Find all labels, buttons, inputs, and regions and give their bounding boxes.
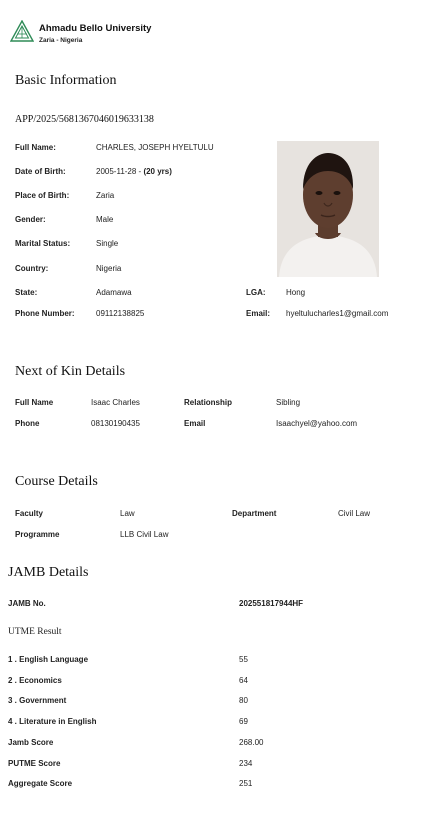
- jamb-score-label: Jamb Score: [8, 738, 54, 747]
- dob-date: 2005-11-28 -: [96, 167, 144, 176]
- kin-relationship-label: Relationship: [184, 398, 233, 407]
- kin-name-value: Isaac Charles: [91, 398, 140, 407]
- kin-relationship-value: Sibling: [276, 398, 301, 407]
- subject-label: 2 . Economics: [8, 676, 62, 685]
- kin-phone-label: Phone: [15, 419, 40, 428]
- kin-title: Next of Kin Details: [15, 364, 126, 379]
- marital-status-label: Marital Status:: [15, 239, 71, 248]
- phone-number-label: Phone Number:: [15, 309, 75, 318]
- application-number: APP/2025/5681367046019633138: [15, 114, 154, 125]
- jamb-number-value: 202551817944HF: [239, 599, 304, 608]
- kin-name-label: Full Name: [15, 398, 54, 407]
- country-label: Country:: [15, 264, 49, 273]
- faculty-value: Law: [120, 509, 135, 518]
- jamb-score-value: 268.00: [239, 738, 264, 747]
- gender-value: Male: [96, 215, 114, 224]
- subject-score: 69: [239, 717, 248, 726]
- university-logo: [10, 20, 34, 42]
- lga-value: Hong: [286, 288, 306, 297]
- subject-score: 64: [239, 676, 248, 685]
- putme-score-value: 234: [239, 759, 253, 768]
- jamb-title: JAMB Details: [8, 565, 89, 580]
- department-label: Department: [232, 509, 277, 518]
- gender-label: Gender:: [15, 215, 46, 224]
- university-location: Zaria - Nigeria: [39, 37, 83, 44]
- jamb-number-label: JAMB No.: [8, 599, 46, 608]
- programme-value: LLB Civil Law: [120, 530, 169, 539]
- lga-label: LGA:: [246, 288, 266, 297]
- passport-photo: [277, 141, 379, 277]
- faculty-label: Faculty: [15, 509, 44, 518]
- subject-label: 3 . Government: [8, 696, 67, 705]
- country-value: Nigeria: [96, 264, 122, 273]
- subject-score: 80: [239, 696, 248, 705]
- subject-label: 1 . English Language: [8, 655, 89, 664]
- kin-email-label: Email: [184, 419, 206, 428]
- dob-age: (20 yrs): [143, 167, 172, 176]
- phone-number-value: 09112138825: [96, 309, 145, 318]
- programme-label: Programme: [15, 530, 60, 539]
- dob-value: [96, 167, 172, 176]
- kin-phone-value: 08130190435: [91, 419, 140, 428]
- department-value: Civil Law: [338, 509, 371, 518]
- aggregate-score-value: 251: [239, 779, 253, 788]
- email-label: Email:: [246, 309, 271, 318]
- full-name-label: Full Name:: [15, 143, 56, 152]
- dob-label: Date of Birth:: [15, 167, 66, 176]
- state-value: Adamawa: [96, 288, 132, 297]
- place-of-birth-value: Zaria: [96, 191, 115, 200]
- marital-status-value: Single: [96, 239, 119, 248]
- course-title: Course Details: [15, 474, 98, 489]
- full-name-value: CHARLES, JOSEPH HYELTULU: [96, 143, 214, 152]
- basic-info-title: Basic Information: [15, 73, 117, 88]
- place-of-birth-label: Place of Birth:: [15, 191, 70, 200]
- subject-score: 55: [239, 655, 248, 664]
- aggregate-score-label: Aggregate Score: [8, 779, 73, 788]
- kin-email-value: Isaachyel@yahoo.com: [276, 419, 358, 428]
- university-name: Ahmadu Bello University: [39, 23, 152, 34]
- utme-result-title: UTME Result: [8, 627, 62, 637]
- putme-score-label: PUTME Score: [8, 759, 61, 768]
- email-value: hyeltulucharles1@gmail.com: [286, 309, 389, 318]
- state-label: State:: [15, 288, 38, 297]
- subject-label: 4 . Literature in English: [8, 717, 97, 726]
